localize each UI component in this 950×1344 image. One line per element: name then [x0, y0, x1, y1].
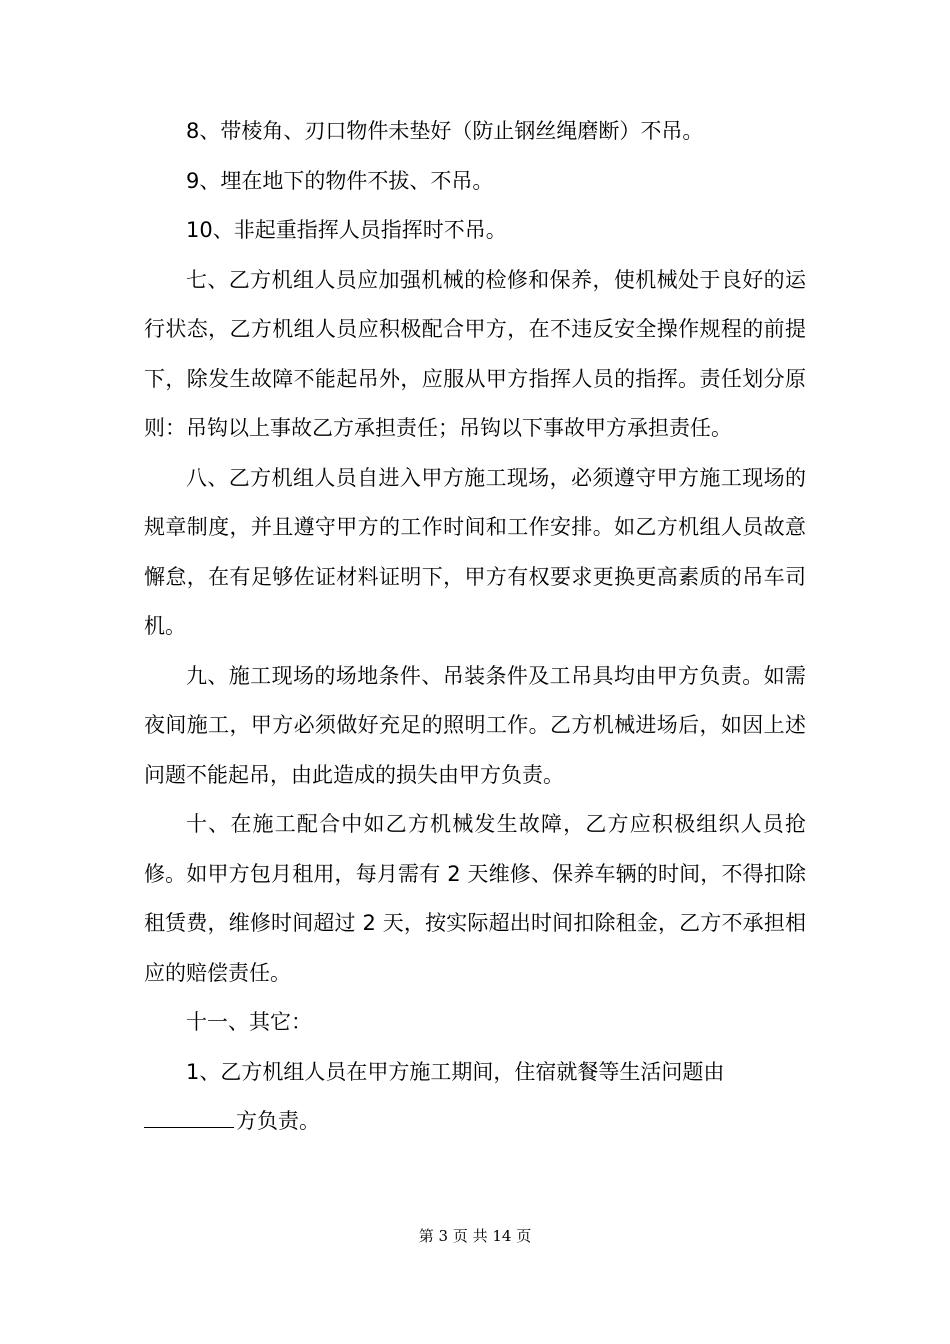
- paragraph-clause-10: 十、在施工配合中如乙方机械发生故障，乙方应积极组织人员抢修。如甲方包月租用，每月需有 2 天维修、保养车辆的时间，不得扣除租赁费，维修时间超过 2 天，按实际超出时间扣除租金，乙方不承担相应的赔偿责任。: [144, 812, 806, 985]
- paragraph-clause-8: 八、乙方机组人员自进入甲方施工现场，必须遵守甲方施工现场的规章制度，并且遵守甲方的工作时间和工作安排。如乙方机组人员故意懈怠，在有足够佐证材料证明下，甲方有权要求更换更高素质的吊车司机。: [144, 465, 806, 638]
- paragraph-other-item-1: 1、乙方机组人员在甲方施工期间，住宿就餐等生活问题由: [186, 1059, 725, 1084]
- paragraph-item-10: 10、非起重指挥人员指挥时不吊。: [186, 218, 507, 242]
- paragraph-clause-11-heading: 十一、其它：: [186, 1010, 312, 1034]
- paragraph-item-8: 8、带棱角、刃口物件未垫好（防止钢丝绳磨断）不吊。: [186, 119, 704, 143]
- page-number-footer: 第 3 页 共 14 页: [418, 1227, 532, 1245]
- document-body: [144, 107, 806, 1147]
- paragraph-fill-line: [144, 1097, 806, 1147]
- fill-in-suffix: 方负责。: [236, 1109, 320, 1133]
- fill-in-blank: [144, 1101, 234, 1128]
- paragraph-clause-9: 九、施工现场的场地条件、吊装条件及工吊具均由甲方负责。如需夜间施工，甲方必须做好充足的照明工作。乙方机械进场后，如因上述问题不能起吊，由此造成的损失由甲方负责。: [144, 663, 806, 787]
- paragraph-clause-7: 七、乙方机组人员应加强机械的检修和保养，使机械处于良好的运行状态，乙方机组人员应积极配合甲方，在不违反安全操作规程的前提下，除发生故障不能起吊外，应服从甲方指挥人员的指挥。责任划分原则：吊钩以上事故乙方承担责任；吊钩以下事故甲方承担责任。: [144, 267, 806, 440]
- paragraph-item-9: 9、埋在地下的物件不拔、不吊。: [186, 168, 494, 193]
